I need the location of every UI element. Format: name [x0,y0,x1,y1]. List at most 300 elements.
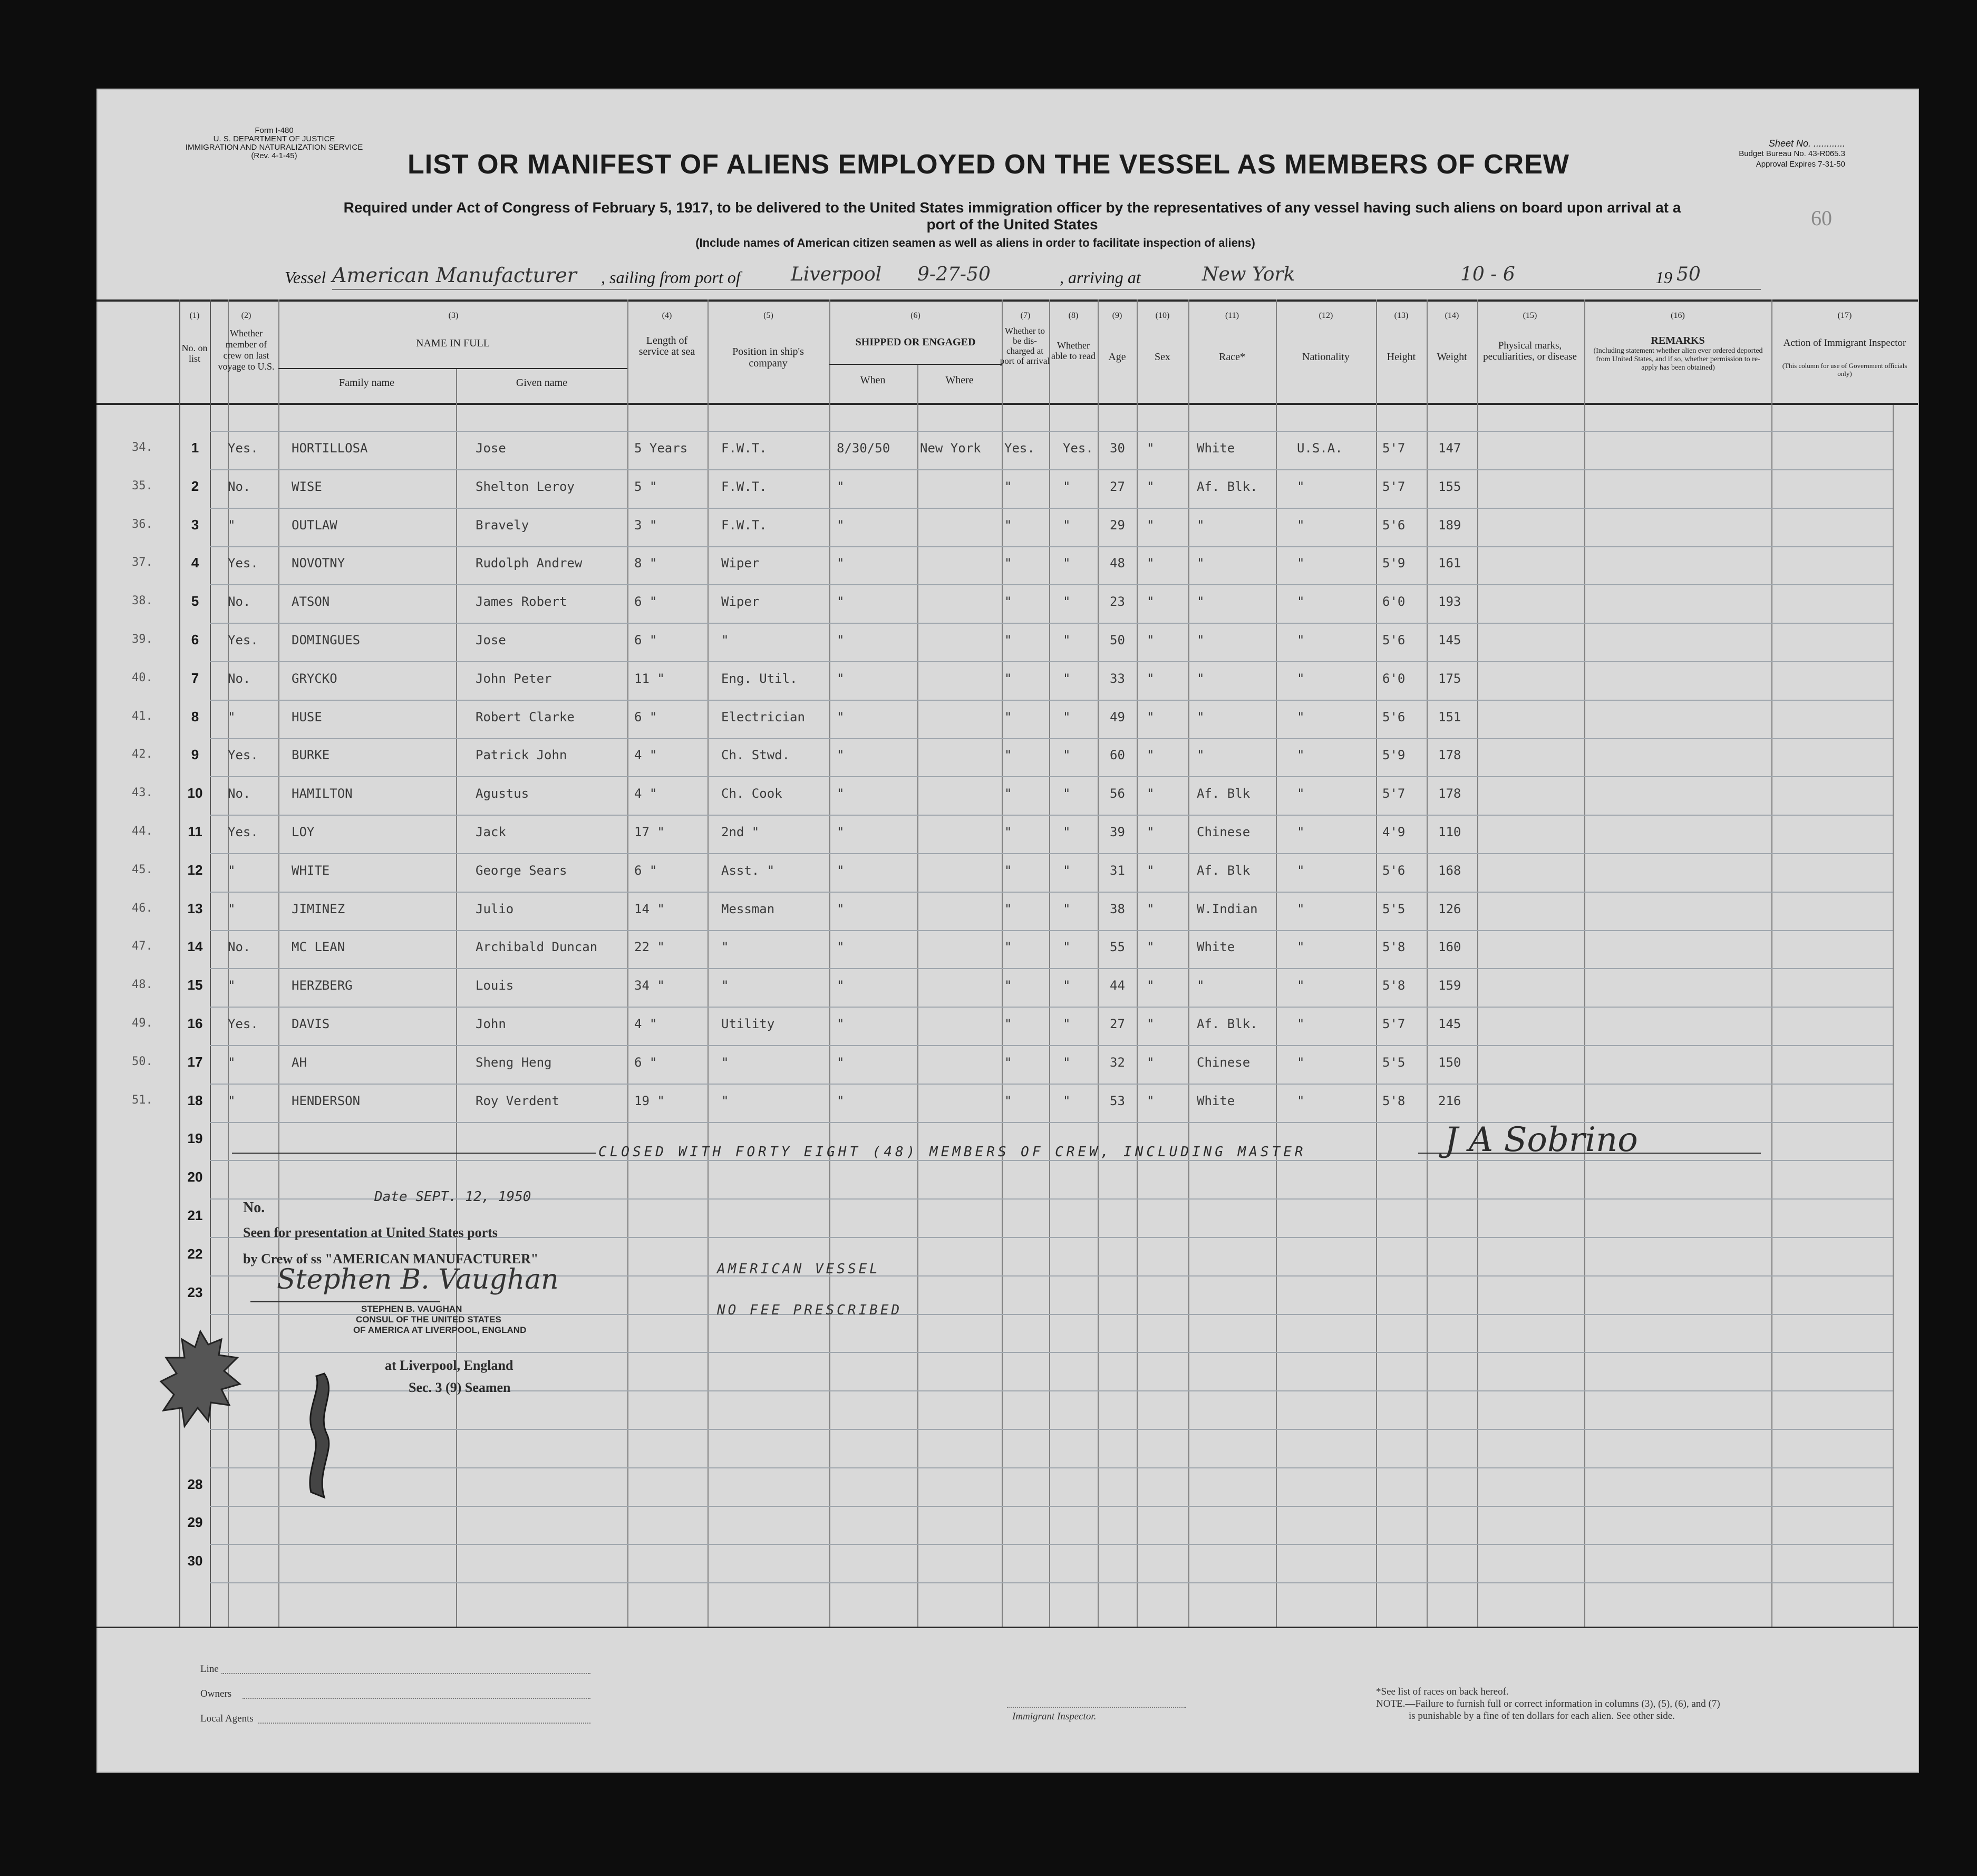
cell-height: 5'6 [1382,633,1406,647]
consul-name: STEPHEN B. VAUGHAN [361,1304,462,1314]
cell-height: 6'0 [1382,671,1406,686]
cell-given: Rudolph Andrew [476,556,583,570]
cell-sex: " [1147,940,1155,954]
cell-race: Af. Blk. [1197,1017,1258,1031]
arriving-date: 10 - 6 [1460,264,1515,285]
service-name: IMMIGRATION AND NATURALIZATION SERVICE [185,143,363,152]
cell-age: 60 [1110,748,1125,762]
cell-sex: " [1147,902,1155,916]
cell-sex: " [1147,710,1155,724]
cell-family: LOY [292,825,315,839]
cell-service: 6 " [634,863,657,878]
column-rule [1049,299,1050,1627]
cell-no: 16 [187,1016,203,1031]
cell-position: Ch. Stwd. [721,748,790,762]
cell-margin: 46. [132,902,153,915]
consul-section: Sec. 3 (9) Seamen [409,1380,511,1395]
cell-family: HORTILLOSA [292,441,368,456]
cell-service: 4 " [634,1017,657,1031]
cell-height: 5'8 [1382,1094,1406,1108]
cell-prev: No. [228,671,251,686]
cell-prev: " [228,1055,236,1070]
row-rule [210,815,1893,816]
cell-disch: " [1004,556,1012,570]
cell-no: 15 [187,977,203,993]
cell-age: 23 [1110,594,1125,609]
cell-position: " [721,633,729,647]
consul-signature-rule [250,1301,440,1302]
cell-nat: " [1297,671,1305,686]
cell-disch: Yes. [1004,441,1035,456]
header-bottom-rule [96,403,1918,405]
cell-weight: 145 [1438,633,1461,647]
cell-family: HENDERSON [292,1094,361,1108]
cell-sex: " [1147,978,1155,993]
cell-height: 5'8 [1382,978,1406,993]
cell-sex: " [1147,825,1155,839]
column-rule [1584,299,1585,1627]
sheet-label: Sheet No. ............ [1768,138,1845,149]
cell-height: 5'7 [1382,786,1406,801]
row-rule [210,1007,1893,1008]
column-rule [1376,299,1377,1627]
row-rule [210,1544,1893,1545]
cell-read: " [1063,710,1071,724]
empty-row-number: 22 [187,1246,203,1262]
cell-given: Patrick John [476,748,567,762]
cell-family: WISE [292,479,322,494]
cell-service: 22 " [634,940,665,954]
row-rule [210,930,1893,931]
cell-no: 6 [191,632,199,647]
cell-weight: 178 [1438,786,1461,801]
empty-row-number: 19 [187,1130,203,1146]
col-17-note: (This column for use of Government officials only) [1782,362,1907,378]
table-top-rule [96,299,1918,302]
consul-title-2: OF AMERICA AT LIVERPOOL, ENGLAND [353,1325,527,1335]
cell-weight: 178 [1438,748,1461,762]
column-rule [1427,299,1428,1627]
cell-margin: 51. [132,1094,153,1107]
col-2-header: Whether member of crew on last voyage to U.S. [218,328,275,372]
cell-disch: " [1004,748,1012,762]
cell-race: " [1197,671,1205,686]
col-17-number: (17) [1837,311,1852,320]
embossed-seal-icon [158,1329,243,1434]
cell-race: " [1197,518,1205,533]
row-rule [210,1084,1893,1085]
col-13-header: Height [1387,351,1416,363]
cell-margin: 43. [132,786,153,799]
cell-no: 3 [191,517,199,533]
cell-disch: " [1004,786,1012,801]
cell-prev: Yes. [228,748,258,762]
cell-height: 4'9 [1382,825,1406,839]
cell-weight: 159 [1438,978,1461,993]
cell-age: 53 [1110,1094,1125,1108]
cell-race: " [1197,748,1205,762]
subtitle-line-2: port of the United States [926,216,1098,233]
shipped-subheader-rule [829,364,1002,365]
year-prefix: 19 [1655,268,1672,287]
table-bottom-rule [96,1627,1918,1628]
cell-family: MC LEAN [292,940,345,954]
col-11-header: Race* [1219,351,1245,363]
cell-given: John Peter [476,671,552,686]
cell-nat: " [1297,786,1305,801]
cell-height: 5'7 [1382,479,1406,494]
cell-read: " [1063,594,1071,609]
sailing-date: 9-27-50 [917,264,991,285]
column-rule [627,299,628,1627]
cell-weight: 168 [1438,863,1461,878]
cell-position: F.W.T. [721,441,767,456]
cell-family: NOVOTNY [292,556,345,570]
cell-race: White [1197,1094,1235,1108]
cell-height: 5'9 [1382,748,1406,762]
col-3b-header: Given name [516,377,568,389]
col-8-number: (8) [1068,311,1079,320]
cell-age: 55 [1110,940,1125,954]
note-failure: NOTE.—Failure to furnish full or correct information in columns (3), (5), (6), and (7) [1376,1698,1720,1709]
cell-given: George Sears [476,863,567,878]
cell-margin: 40. [132,671,153,684]
cell-service: 4 " [634,786,657,801]
column-rule [278,299,279,1627]
cell-age: 27 [1110,479,1125,494]
cell-race: " [1197,594,1205,609]
cell-margin: 44. [132,825,153,838]
footer [200,1658,1887,1737]
cell-disch: " [1004,1055,1012,1070]
cell-no: 9 [191,747,199,762]
cell-service: 14 " [634,902,665,916]
department: U. S. DEPARTMENT OF JUSTICE [213,134,335,143]
consul-place: at Liverpool, England [385,1358,513,1373]
cell-position: " [721,978,729,993]
cell-prev: " [228,863,236,878]
cell-position: " [721,940,729,954]
row-rule [210,892,1893,893]
cell-race: Chinese [1197,825,1251,839]
cell-weight: 126 [1438,902,1461,916]
cell-service: 6 " [634,710,657,724]
cell-family: DOMINGUES [292,633,361,647]
cell-when: " [837,556,845,570]
vessel-line [285,264,1761,290]
cell-sex: " [1147,518,1155,533]
cell-sex: " [1147,1055,1155,1070]
col-3a-header: Family name [339,377,394,389]
cell-race: Af. Blk [1197,786,1251,801]
cell-nat: " [1297,479,1305,494]
col-16-number: (16) [1671,311,1685,320]
cell-family: HAMILTON [292,786,353,801]
cell-read: " [1063,978,1071,993]
cell-no: 1 [191,440,199,456]
row-rule [210,546,1893,547]
col-3-number: (3) [448,311,459,320]
cell-race: Af. Blk. [1197,479,1258,494]
cell-race: Chinese [1197,1055,1251,1070]
cell-disch: " [1004,518,1012,533]
empty-row-number: 23 [187,1284,203,1300]
col-10-header: Sex [1155,351,1170,363]
inspector-rule [1007,1707,1186,1708]
cell-margin: 35. [132,479,153,492]
cell-age: 38 [1110,902,1125,916]
cell-service: 17 " [634,825,665,839]
row-rule [210,1506,1893,1507]
cell-prev: " [228,978,236,993]
cell-nat: " [1297,825,1305,839]
consul-line-1: Seen for presentation at United States ports [243,1225,498,1240]
row-rule [210,584,1893,585]
row-rule [210,1160,1893,1161]
cell-margin: 39. [132,633,153,646]
cell-margin: 42. [132,748,153,761]
cell-no: 14 [187,939,203,954]
cell-prev: No. [228,786,251,801]
row-rule [210,1429,1893,1430]
col-1-number: (1) [189,311,200,320]
cell-service: 6 " [634,1055,657,1070]
cell-race: " [1197,556,1205,570]
cell-sex: " [1147,594,1155,609]
cell-age: 44 [1110,978,1125,993]
footer-owners-label: Owners [200,1688,232,1699]
cell-when: " [837,633,845,647]
cell-weight: 110 [1438,825,1461,839]
cell-when: " [837,902,845,916]
col-6b-header: Where [945,374,974,386]
cell-position: Ch. Cook [721,786,782,801]
cell-when: " [837,1017,845,1031]
cell-service: 19 " [634,1094,665,1108]
cell-weight: 147 [1438,441,1461,456]
cell-sex: " [1147,671,1155,686]
cell-weight: 216 [1438,1094,1461,1108]
row-rule [210,1122,1893,1123]
cell-no: 12 [187,862,203,878]
column-rule [917,364,918,1627]
cell-no: 2 [191,478,199,494]
cell-margin: 47. [132,940,153,953]
cell-no: 10 [187,785,203,801]
cell-nat: " [1297,1094,1305,1108]
cell-nat: " [1297,1017,1305,1031]
cell-height: 6'0 [1382,594,1406,609]
cell-weight: 189 [1438,518,1461,533]
cell-sex: " [1147,441,1155,456]
budget-bureau: Budget Bureau No. 43-R065.3 [1739,149,1845,158]
cell-position: Electrician [721,710,805,724]
row-rule [210,853,1893,854]
column-rule [1893,405,1894,1627]
empty-row-number: 29 [187,1514,203,1530]
cell-height: 5'6 [1382,710,1406,724]
col-13-number: (13) [1394,311,1409,320]
cell-read: " [1063,633,1071,647]
inspector-label: Immigrant Inspector. [1012,1711,1097,1722]
approval-expiry: Approval Expires 7-31-50 [1756,160,1845,169]
column-rule [1098,299,1099,1627]
cell-family: AH [292,1055,307,1070]
cell-position: F.W.T. [721,518,767,533]
cell-prev: Yes. [228,633,258,647]
cell-race: White [1197,940,1235,954]
cell-prev: No. [228,940,251,954]
vessel-name: American Manufacturer [332,264,577,287]
closing-statement: CLOSED WITH FORTY EIGHT (48) MEMBERS OF CREW, INCLUDING MASTER [598,1144,1306,1160]
col-15-number: (15) [1523,311,1537,320]
cell-nat: " [1297,633,1305,647]
col-16-note: (Including statement whether alien ever ordered deported from United States, and if so, whether permission to re-apply has been obtained) [1593,347,1763,372]
cell-given: Jose [476,441,506,456]
cell-service: 6 " [634,594,657,609]
cell-where: New York [920,441,981,456]
page-title: LIST OR MANIFEST OF ALIENS EMPLOYED ON THE VESSEL AS MEMBERS OF CREW [408,149,1569,180]
cell-weight: 161 [1438,556,1461,570]
cell-height: 5'6 [1382,518,1406,533]
cell-when: " [837,1094,845,1108]
cell-disch: " [1004,902,1012,916]
cell-weight: 150 [1438,1055,1461,1070]
cell-given: James Robert [476,594,567,609]
cell-when: " [837,825,845,839]
cell-family: ATSON [292,594,330,609]
cell-read: " [1063,1017,1071,1031]
no-fee-stamp: NO FEE PRESCRIBED [717,1302,903,1318]
col-2-number: (2) [241,311,251,320]
empty-row-number: 28 [187,1476,203,1492]
col-5-number: (5) [763,311,773,320]
cell-margin: 48. [132,978,153,991]
col-11-number: (11) [1225,311,1239,320]
cell-position: Eng. Util. [721,671,798,686]
cell-family: HUSE [292,710,322,724]
cell-height: 5'7 [1382,441,1406,456]
row-rule [210,508,1893,509]
row-rule [210,1045,1893,1046]
cell-read: " [1063,825,1071,839]
cell-read: " [1063,671,1071,686]
cell-nat: " [1297,594,1305,609]
cell-height: 5'8 [1382,940,1406,954]
cell-no: 11 [188,824,202,839]
col-1-header: No. on list [181,343,208,364]
consul-line-2: by Crew of ss "AMERICAN MANUFACTURER" [243,1251,539,1266]
cell-when: " [837,671,845,686]
cell-age: 48 [1110,556,1125,570]
cell-service: 4 " [634,748,657,762]
cell-service: 3 " [634,518,657,533]
col-7-header: Whether to be dis-charged at port of arrival [1000,326,1050,366]
cell-age: 49 [1110,710,1125,724]
row-rule [210,469,1893,470]
cell-given: Sheng Heng [476,1055,552,1070]
cell-margin: 41. [132,710,153,723]
column-rule [708,299,709,1627]
sheet-number: 60 [1811,206,1832,230]
cell-position: Utility [721,1017,775,1031]
row-rule [210,1467,1893,1468]
form-number: Form I-480 [255,126,294,135]
cell-disch: " [1004,978,1012,993]
cell-race: " [1197,978,1205,993]
col-4-header: Length of service at sea [638,335,695,357]
column-rule [1002,299,1003,1627]
cell-read: " [1063,1055,1071,1070]
empty-row-number: 20 [187,1169,203,1185]
sailing-port: Liverpool [791,264,882,285]
cell-age: 32 [1110,1055,1125,1070]
column-rule [1477,299,1478,1627]
cell-position: 2nd " [721,825,760,839]
cell-disch: " [1004,594,1012,609]
cell-age: 29 [1110,518,1125,533]
cell-prev: No. [228,479,251,494]
cell-weight: 151 [1438,710,1461,724]
cell-prev: Yes. [228,441,258,456]
cell-given: John [476,1017,506,1031]
cell-nat: " [1297,902,1305,916]
cell-family: DAVIS [292,1017,330,1031]
row-rule [210,776,1893,777]
col-4-number: (4) [662,311,672,320]
cell-when: " [837,748,845,762]
column-rule [1188,299,1189,1627]
empty-row-number: 21 [187,1207,203,1223]
cell-disch: " [1004,1017,1012,1031]
cell-race: " [1197,633,1205,647]
cell-when: " [837,1055,845,1070]
cell-disch: " [1004,825,1012,839]
consul-title-1: CONSUL OF THE UNITED STATES [356,1314,501,1324]
col-6-header: SHIPPED OR ENGAGED [855,336,976,348]
cell-height: 5'6 [1382,863,1406,878]
cell-nat: " [1297,863,1305,878]
cell-weight: 160 [1438,940,1461,954]
row-rule [210,968,1893,969]
embossed-seal-icon [295,1371,353,1503]
vessel-label: Vessel [285,268,326,287]
cell-disch: " [1004,710,1012,724]
closing-signature: J A Sobrino [1445,1120,1638,1159]
cell-prev: " [228,1094,236,1108]
cell-disch: " [1004,671,1012,686]
cell-read: " [1063,863,1071,878]
col-14-number: (14) [1445,311,1459,320]
cell-when: " [837,518,845,533]
subtitle-note: (Include names of American citizen seamen as well as aliens in order to facilitate inspection of aliens) [695,236,1255,249]
footer-line-rule [221,1673,590,1674]
cell-age: 27 [1110,1017,1125,1031]
cell-age: 30 [1110,441,1125,456]
cell-position: Wiper [721,556,760,570]
cell-read: " [1063,518,1071,533]
col-14-header: Weight [1437,351,1467,363]
cell-disch: " [1004,633,1012,647]
consul-no-label: No. [243,1200,265,1216]
cell-read: " [1063,902,1071,916]
cell-no: 18 [187,1092,203,1108]
cell-sex: " [1147,863,1155,878]
cell-when: " [837,978,845,993]
column-rule [829,299,830,1627]
cell-no: 8 [191,709,199,724]
cell-margin: 38. [132,594,153,607]
